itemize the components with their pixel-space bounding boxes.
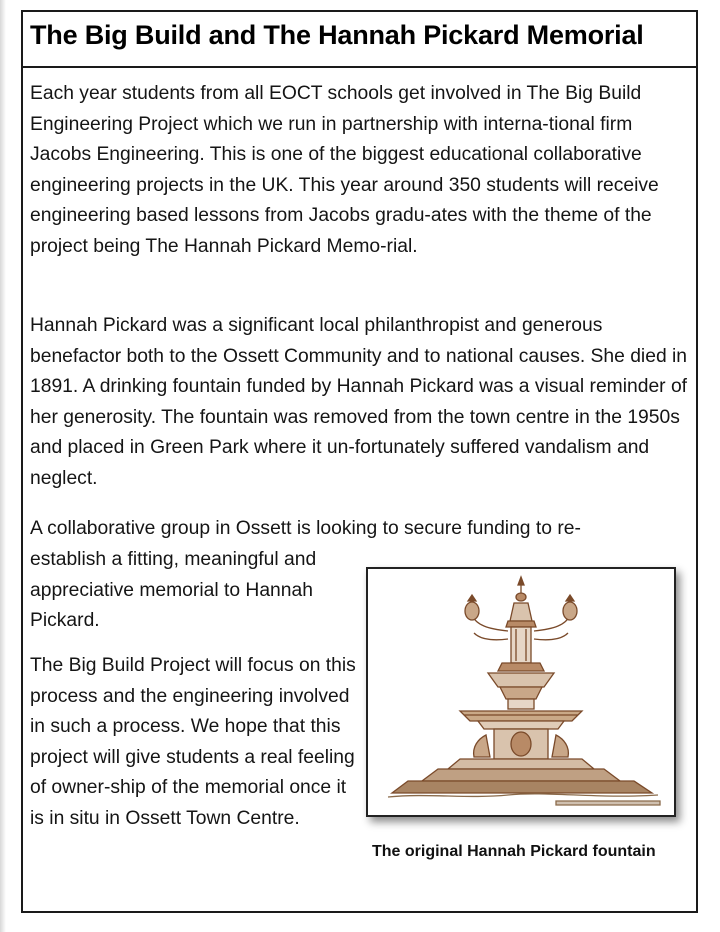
paragraph-big-build: Each year students from all EOCT schools get involved in The Big Build Engineering Project which we run in partnership with interna-tional firm Jacobs Engineering. This is one of the biggest educational collaborative engineering projects in the UK. This year around 350 students will receive engineering based lessons from Jacobs gradu-ates with the theme of the project being The Hannah Pickard Memo-rial.	[30, 83, 659, 257]
paragraph-collaborative-group-line1: A collaborative group in Ossett is looking to secure funding to re-	[30, 518, 581, 539]
article-title: The Big Build and The Hannah Pickard Memorial	[30, 20, 644, 50]
page-edge-shadow	[0, 0, 6, 932]
fountain-illustration	[368, 569, 674, 815]
fountain-figure	[366, 567, 676, 817]
paragraph-project-focus: The Big Build Project will focus on this process and the engineering involved in such a process. We hope that this project will give students a real feeling of owner-ship of the memorial once it is in situ in Ossett Town Centre.	[30, 655, 356, 829]
paragraph-hannah-pickard: Hannah Pickard was a significant local philanthropist and generous benefactor both to the Ossett Community and to national causes. She died in 1891. A drinking fountain funded by Hannah Pickard was a visual reminder of her generosity. The fountain was removed from the town centre in the 1950s and placed in Green Park where it un-fortunately suffered vandalism and neglect.	[30, 315, 688, 489]
figure-caption: The original Hannah Pickard fountain	[372, 843, 656, 860]
title-divider	[21, 66, 698, 68]
paragraph-collaborative-group-line2: establish a fitting, meaningful and appreciative memorial to Hannah Pickard.	[30, 549, 317, 631]
